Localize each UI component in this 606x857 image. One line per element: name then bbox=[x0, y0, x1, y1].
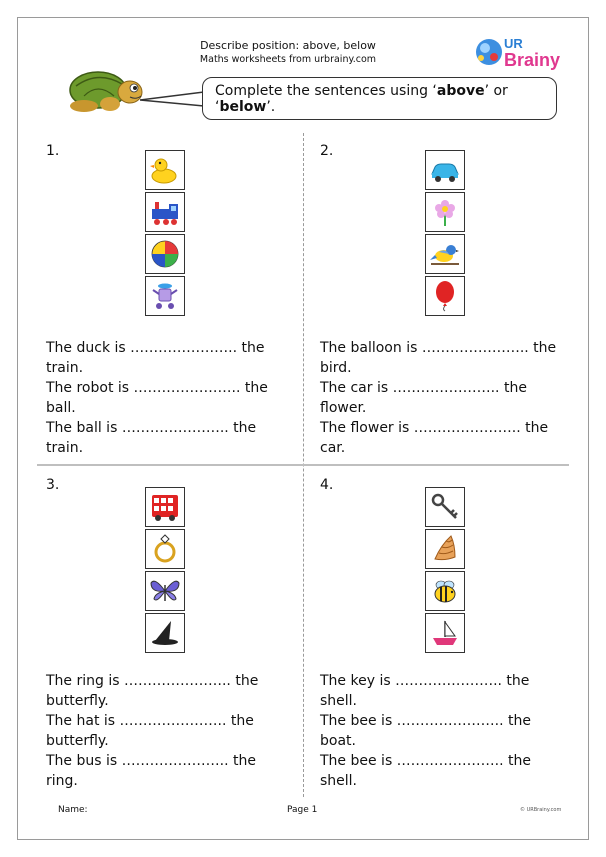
key-icon bbox=[429, 491, 461, 523]
picture-cell bbox=[425, 192, 465, 232]
picture-cell bbox=[425, 234, 465, 274]
question-2-number: 2. bbox=[320, 143, 334, 159]
question-1-picture-stack bbox=[145, 150, 185, 318]
picture-cell bbox=[145, 234, 185, 274]
question-3-picture-stack bbox=[145, 487, 185, 655]
sentence-line: The balloon is ………………….. the bbox=[320, 340, 557, 356]
picture-cell bbox=[425, 613, 465, 653]
picture-cell bbox=[145, 276, 185, 316]
shell-icon bbox=[429, 533, 461, 565]
sentence-line: The hat is ………………….. the bbox=[46, 713, 254, 729]
robot-icon bbox=[149, 280, 181, 312]
question-4-picture-stack bbox=[425, 487, 465, 655]
question-4-number: 4. bbox=[320, 477, 334, 493]
picture-cell bbox=[145, 529, 185, 569]
bus-icon bbox=[149, 491, 181, 523]
picture-cell bbox=[145, 150, 185, 190]
picture-cell bbox=[425, 276, 465, 316]
ball-icon bbox=[149, 238, 181, 270]
boat-icon bbox=[429, 617, 461, 649]
witch-hat-icon bbox=[149, 617, 181, 649]
footer-copyright: © URBrainy.com bbox=[520, 807, 562, 813]
balloon-icon bbox=[429, 280, 461, 312]
bird-icon bbox=[429, 238, 461, 270]
question-3-sentences bbox=[46, 671, 290, 791]
ring-icon bbox=[149, 533, 181, 565]
turtle-mascot-icon bbox=[64, 66, 148, 116]
sentence-line: The car is ………………….. the bbox=[320, 380, 527, 396]
question-2-sentences bbox=[320, 338, 564, 458]
sentence-line: The bus is ………………….. the bbox=[46, 753, 256, 769]
picture-cell bbox=[425, 150, 465, 190]
sentence-line: car. bbox=[320, 440, 346, 456]
footer-page-label: Page 1 bbox=[287, 805, 318, 815]
picture-cell bbox=[425, 571, 465, 611]
sentence-line: shell. bbox=[320, 773, 358, 789]
duck-icon bbox=[149, 154, 181, 186]
instruction-text-end: ’. bbox=[266, 98, 276, 115]
sentence-line: shell. bbox=[320, 693, 358, 709]
sentence-line: The bee is ………………….. the bbox=[320, 713, 532, 729]
sentence-line: butterfly. bbox=[46, 733, 109, 749]
picture-cell bbox=[145, 192, 185, 232]
speech-bubble-tail bbox=[140, 88, 204, 110]
question-1-number: 1. bbox=[46, 143, 60, 159]
picture-cell bbox=[145, 613, 185, 653]
question-4-sentences bbox=[320, 671, 564, 791]
butterfly-icon bbox=[149, 575, 181, 607]
footer-name-label: Name: bbox=[58, 805, 88, 815]
instruction-bubble bbox=[202, 77, 557, 120]
urbrainy-logo bbox=[472, 32, 568, 74]
worksheet-title: Describe position: above, below bbox=[200, 39, 376, 52]
sentence-line: The bee is ………………….. the bbox=[320, 753, 532, 769]
sentence-line: The ring is ………………….. the bbox=[46, 673, 259, 689]
question-3-number: 3. bbox=[46, 477, 60, 493]
horizontal-divider bbox=[37, 464, 569, 466]
sentence-line: train. bbox=[46, 440, 84, 456]
picture-cell bbox=[145, 487, 185, 527]
sentence-line: train. bbox=[46, 360, 84, 376]
logo-text-bottom: Brainy bbox=[504, 50, 561, 70]
train-icon bbox=[149, 196, 181, 228]
sentence-line: ring. bbox=[46, 773, 78, 789]
logo-text-top: UR bbox=[504, 36, 523, 51]
bee-icon bbox=[429, 575, 461, 607]
question-2-picture-stack bbox=[425, 150, 465, 318]
instruction-word-above: above bbox=[436, 82, 485, 99]
car-icon bbox=[429, 154, 461, 186]
sentence-line: The flower is ………………….. the bbox=[320, 420, 549, 436]
sentence-line: bird. bbox=[320, 360, 352, 376]
sentence-line: boat. bbox=[320, 733, 356, 749]
instruction-word-below: below bbox=[219, 98, 267, 115]
worksheet-subtitle: Maths worksheets from urbrainy.com bbox=[199, 54, 377, 65]
sentence-line: The ball is ………………….. the bbox=[46, 420, 257, 436]
picture-cell bbox=[145, 571, 185, 611]
flower-icon bbox=[429, 196, 461, 228]
instruction-text-middle: ’ or ‘ bbox=[215, 82, 508, 115]
sentence-line: flower. bbox=[320, 400, 367, 416]
picture-cell bbox=[425, 529, 465, 569]
picture-cell bbox=[425, 487, 465, 527]
instruction-text-start: Complete the sentences using ‘ bbox=[215, 82, 437, 99]
question-1-sentences bbox=[46, 338, 290, 458]
sentence-line: The robot is ………………….. the bbox=[46, 380, 268, 396]
sentence-line: ball. bbox=[46, 400, 76, 416]
sentence-line: The key is ………………….. the bbox=[320, 673, 530, 689]
sentence-line: butterfly. bbox=[46, 693, 109, 709]
sentence-line: The duck is ………………….. the bbox=[46, 340, 265, 356]
